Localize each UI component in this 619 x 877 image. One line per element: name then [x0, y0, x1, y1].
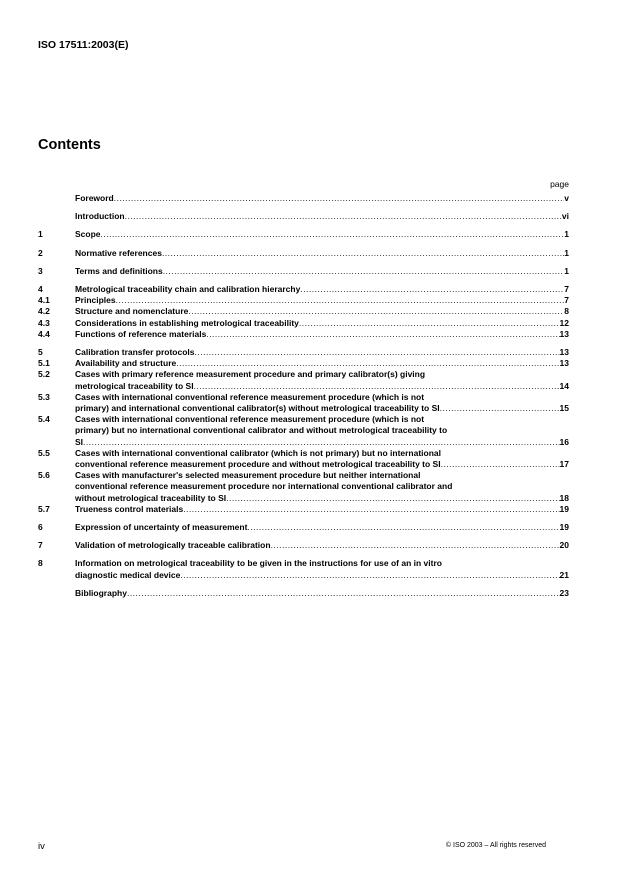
toc-entry-body	[75, 329, 569, 340]
toc-entry-number: 4.1	[38, 295, 50, 306]
toc-entry[interactable]	[38, 284, 569, 295]
toc-entry-title: Structure and nomenclature	[75, 306, 189, 317]
toc-entry-number: 1	[38, 229, 43, 240]
toc-entry-number: 5.7	[38, 503, 50, 514]
toc-entry-title: Expression of uncertainty of measurement	[75, 522, 248, 533]
toc-entry-leader-line	[75, 493, 569, 504]
toc-entry-page: 12	[559, 317, 569, 328]
toc-leader-dots	[247, 522, 559, 533]
toc-entry-page: 1	[564, 247, 569, 258]
toc-entry-number: 4	[38, 284, 43, 295]
toc-leader-dots	[299, 318, 560, 329]
toc-leader-dots	[180, 570, 559, 581]
toc-entry-leader-line	[75, 329, 569, 340]
toc-entry[interactable]	[38, 211, 569, 222]
toc-entry-page: 1	[564, 265, 569, 276]
toc-entry[interactable]	[38, 266, 569, 277]
toc-entry-leader-line	[75, 211, 569, 222]
toc-entry-leader-line	[75, 459, 569, 470]
toc-entry-number: 4.4	[38, 328, 50, 339]
toc-entry-number: 8	[38, 558, 43, 569]
toc-entry-title: Foreword	[75, 193, 114, 203]
footer-copyright: © ISO 2003 – All rights reserved	[445, 842, 546, 849]
toc-entry-body	[75, 248, 569, 259]
toc-entry-number: 5	[38, 347, 43, 358]
toc-entry-leader-line	[75, 318, 569, 329]
toc-leader-dots	[83, 437, 560, 448]
toc-entry-title: Terms and definitions	[75, 265, 163, 276]
toc-entry-number	[38, 193, 75, 204]
toc-entry-body	[75, 284, 569, 295]
toc-leader-dots	[300, 284, 564, 295]
toc-entry-title: Trueness control materials	[75, 503, 184, 514]
toc-entry-body	[75, 295, 569, 306]
toc-entry-title: Bibliography	[75, 587, 127, 598]
toc-entry-page: 21	[559, 569, 569, 580]
toc-entry-page: 14	[559, 380, 569, 391]
toc-entry-leader-line	[75, 588, 569, 599]
toc-entry-title: Considerations in establishing metrological traceability	[75, 317, 299, 328]
toc-entry-leader-line	[75, 437, 569, 448]
toc-entry-body	[75, 540, 569, 551]
toc-entry-title-line: Information on metrological traceability to be given in the instructions for use of an in vitro	[75, 558, 442, 569]
toc-entry[interactable]	[38, 248, 569, 259]
toc-entry-body	[75, 318, 569, 329]
toc-leader-dots	[194, 381, 560, 392]
toc-entry-body	[75, 229, 569, 240]
toc-entry-body	[75, 504, 569, 515]
toc-entry-number: 2	[38, 247, 43, 258]
toc-entry-leader-line	[75, 229, 569, 240]
toc-entry[interactable]	[38, 392, 569, 414]
toc-entry-body	[75, 211, 569, 222]
toc-leader-dots	[116, 295, 565, 306]
toc-entry-number: 4.3	[38, 317, 50, 328]
toc-entry[interactable]	[38, 358, 569, 369]
toc-entry-body	[75, 193, 569, 204]
toc-entry-title: Calibration transfer protocols	[75, 347, 195, 358]
toc-entry-title: Scope	[75, 229, 101, 240]
toc-entry-title: Principles	[75, 295, 116, 306]
toc-entry-leader-line	[75, 504, 569, 515]
toc-entry[interactable]	[38, 329, 569, 340]
toc-entry-leader-line	[75, 403, 569, 414]
toc-entry-title: Functions of reference materials	[75, 328, 207, 339]
toc-entry-page: 13	[559, 347, 569, 358]
toc-entry-body	[75, 392, 569, 414]
toc-entry-leader-line	[75, 358, 569, 369]
toc-entry-leader-line	[75, 540, 569, 551]
toc-leader-dots	[163, 266, 565, 277]
toc-leader-dots	[206, 329, 559, 340]
toc-entry-body	[75, 358, 569, 369]
toc-entry[interactable]	[38, 295, 569, 306]
toc-entry[interactable]	[38, 193, 569, 204]
toc-entry-title: without metrological traceability to SI	[75, 492, 227, 503]
toc-entry-number	[38, 588, 75, 599]
toc-entry-leader-line	[75, 347, 569, 358]
toc-leader-dots	[188, 306, 564, 317]
toc-entry-page: 8	[564, 306, 569, 317]
toc-entry-number: 5.4	[38, 414, 50, 425]
toc-entry-title-line: primary) but no international conventional calibrator and without metrological traceability to	[75, 425, 448, 436]
toc-entry-leader-line	[75, 248, 569, 259]
toc-entry-body	[75, 448, 569, 470]
toc-entry-number: 5.1	[38, 358, 50, 369]
toc-entry[interactable]	[38, 588, 569, 599]
toc-entry[interactable]	[38, 306, 569, 317]
toc-entry-title: diagnostic medical device	[75, 569, 181, 580]
toc-leader-dots	[271, 540, 560, 551]
toc-entry-number: 5.3	[38, 391, 50, 402]
page-title: Contents	[38, 137, 101, 153]
toc-entry[interactable]	[38, 369, 569, 391]
toc-entry-number: 5.2	[38, 369, 50, 380]
toc-entry-title: primary) and international conventional calibrator(s) without metrological traceability to SI	[75, 403, 440, 414]
toc-entry[interactable]	[38, 229, 569, 240]
toc-leader-dots	[127, 588, 560, 599]
toc-entry-page: 19	[559, 503, 569, 514]
toc-entry-body	[75, 470, 569, 504]
toc-entry-number	[38, 211, 75, 222]
toc-entry-leader-line	[75, 306, 569, 317]
toc-entry-leader-line	[75, 570, 569, 581]
toc-entry-number: 3	[38, 265, 43, 276]
toc-entry-title-line: Cases with international conventional reference measurement procedure (which is not	[75, 414, 425, 425]
toc-entry-leader-line	[75, 295, 569, 306]
toc-entry-body	[75, 369, 569, 391]
toc-entry-page: 17	[559, 459, 569, 470]
toc-entry[interactable]	[38, 470, 569, 504]
toc-entry-number: 6	[38, 522, 43, 533]
toc-entry-title-line: Cases with international conventional calibrator (which is not primary) but no international	[75, 447, 442, 458]
toc-entry-page: 13	[559, 358, 569, 369]
toc-entry-body	[75, 347, 569, 358]
toc-leader-dots	[441, 459, 560, 470]
toc-entry[interactable]	[38, 522, 569, 533]
toc-leader-dots	[114, 193, 565, 204]
table-of-contents	[38, 193, 569, 599]
toc-entry-number: 7	[38, 540, 43, 551]
toc-entry-title: Availability and structure	[75, 358, 177, 369]
toc-entry-title: metrological traceability to SI	[75, 380, 194, 391]
toc-entry-title-line: Cases with manufacturer's selected measurement procedure but neither international	[75, 470, 421, 481]
toc-entry-page: vi	[561, 211, 569, 222]
toc-entry[interactable]	[38, 504, 569, 515]
toc-entry[interactable]	[38, 558, 569, 580]
toc-entry-title: Normative references	[75, 247, 162, 258]
toc-leader-dots	[440, 403, 560, 414]
toc-entry-page: 16	[559, 436, 569, 447]
toc-entry-number: 5.5	[38, 447, 50, 458]
toc-entry-title: conventional reference measurement procedure and without metrological traceability to SI	[75, 459, 441, 470]
toc-entry-page: 20	[559, 540, 569, 551]
toc-leader-dots	[101, 229, 565, 240]
toc-entry-body	[75, 588, 569, 599]
toc-entry-title: SI	[75, 436, 84, 447]
toc-entry-page: 7	[564, 295, 569, 306]
toc-entry[interactable]	[38, 448, 569, 470]
toc-entry-number: 4.2	[38, 306, 50, 317]
toc-entry-title-line: conventional reference measurement procedure nor international conventional calibrator and	[75, 481, 453, 492]
toc-entry[interactable]	[38, 540, 569, 551]
toc-leader-dots	[226, 493, 559, 504]
toc-entry-page: 19	[559, 522, 569, 533]
toc-entry-body	[75, 306, 569, 317]
toc-leader-dots	[162, 248, 564, 259]
toc-entry-title: Metrological traceability chain and calibration hierarchy	[75, 284, 301, 295]
toc-entry-body	[75, 266, 569, 277]
toc-leader-dots	[176, 358, 559, 369]
toc-entry-page: 13	[559, 328, 569, 339]
toc-entry-leader-line	[75, 193, 569, 204]
toc-entry-leader-line	[75, 522, 569, 533]
toc-entry-leader-line	[75, 284, 569, 295]
toc-entry-body	[75, 522, 569, 533]
toc-entry-number: 5.6	[38, 470, 50, 481]
page-column-label: page	[550, 179, 569, 189]
toc-entry[interactable]	[38, 414, 569, 448]
toc-entry-body	[75, 558, 569, 580]
toc-entry[interactable]	[38, 347, 569, 358]
toc-leader-dots	[125, 211, 562, 222]
toc-entry-page: 18	[559, 492, 569, 503]
toc-entry-page: 1	[564, 229, 569, 240]
toc-entry-page: 7	[564, 284, 569, 295]
footer-page-number: iv	[38, 841, 45, 852]
toc-entry-leader-line	[75, 266, 569, 277]
document-id-header: ISO 17511:2003(E)	[38, 39, 129, 51]
toc-entry-leader-line	[75, 381, 569, 392]
toc-entry-page: v	[564, 193, 569, 203]
toc-entry-body	[75, 414, 569, 448]
toc-entry-title-line: Cases with international conventional reference measurement procedure (which is not	[75, 391, 425, 402]
toc-leader-dots	[183, 504, 559, 515]
toc-entry-title: Validation of metrologically traceable calibration	[75, 540, 271, 551]
toc-entry-title-line: Cases with primary reference measurement procedure and primary calibrator(s) giving	[75, 369, 426, 380]
toc-entry-page: 23	[559, 587, 569, 598]
toc-leader-dots	[195, 347, 560, 358]
toc-entry[interactable]	[38, 318, 569, 329]
toc-entry-page: 15	[559, 403, 569, 414]
toc-entry-title: Introduction	[75, 211, 125, 222]
